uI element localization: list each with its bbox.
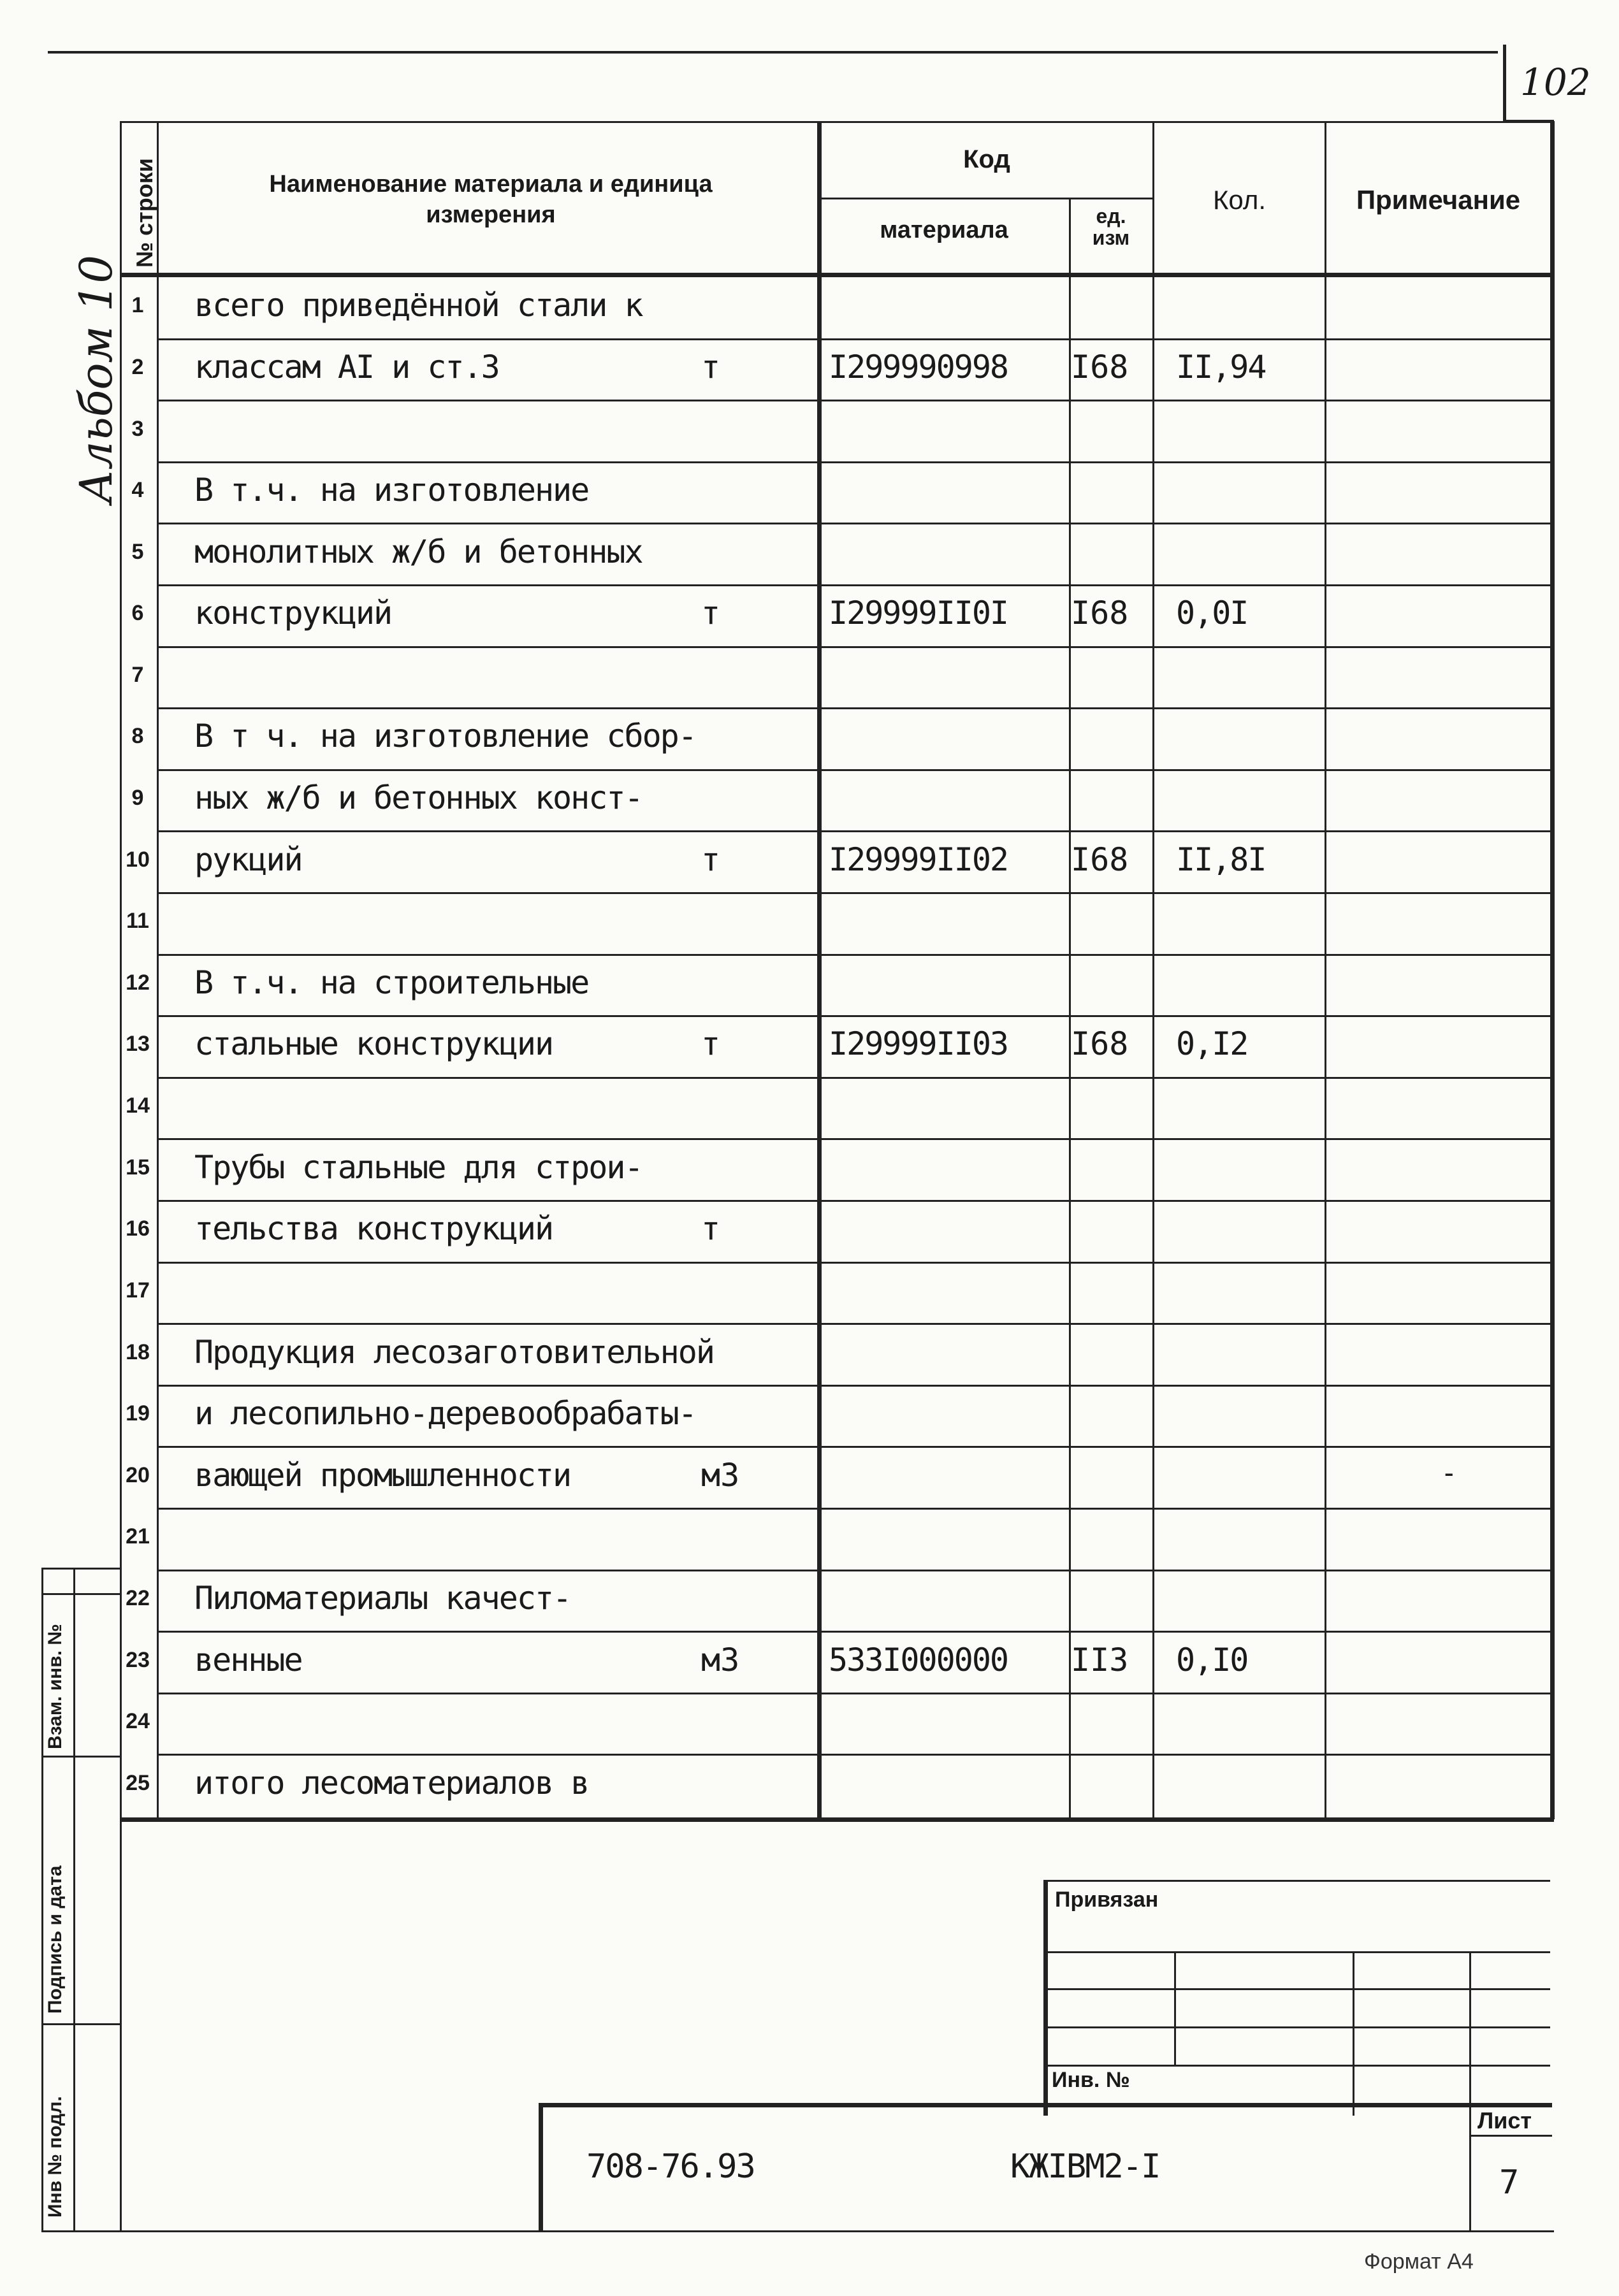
row-material-name: монолитных ж/б и бетонных — [194, 533, 643, 570]
titleblock-line-1 — [1043, 1951, 1550, 1953]
stamp-sign-date: Подпись и дата — [45, 1865, 66, 2014]
row-quantity: II,94 — [1176, 349, 1266, 386]
row-number: 10 — [126, 848, 150, 872]
row-divider — [157, 584, 1550, 586]
row-number: 14 — [126, 1094, 150, 1118]
doc-number: 708-76.93 — [586, 2148, 755, 2186]
row-divider — [157, 830, 1550, 832]
stamp-middle-border — [73, 1568, 75, 2230]
row-material-name: ных ж/б и бетонных конст- — [194, 779, 643, 816]
page-number: 102 — [1520, 61, 1591, 104]
quantity-header: Кол. — [1212, 185, 1267, 215]
row-unit-code: I68 — [1071, 1025, 1129, 1062]
row-number: 6 — [131, 601, 144, 625]
note-header: Примечание — [1356, 185, 1521, 215]
row-material-name: классам АI и ст.3 — [194, 349, 499, 386]
page-left-border — [120, 1817, 122, 2230]
code-left-border — [817, 121, 822, 1819]
row-unit-code: I68 — [1071, 595, 1129, 632]
unit-code-header: ед. изм — [1092, 205, 1130, 249]
doc-block-top — [539, 2103, 1552, 2107]
stamp-line-2 — [41, 2023, 120, 2025]
row-divider — [157, 1200, 1550, 1202]
row-number: 2 — [131, 355, 144, 379]
row-unit-code: I68 — [1071, 349, 1129, 386]
titleblock-line-4 — [1043, 2065, 1550, 2067]
row-divider — [157, 338, 1550, 340]
titleblock-line-2 — [1043, 1988, 1550, 1990]
row-number: 12 — [126, 971, 150, 995]
row-divider — [157, 400, 1550, 401]
right-border — [1550, 121, 1555, 1819]
row-unit: т — [701, 1025, 721, 1062]
row-unit: м3 — [701, 1457, 740, 1494]
row-quantity: 0,I0 — [1176, 1642, 1248, 1679]
row-number: 18 — [126, 1340, 150, 1364]
row-material-code: I29999II0I — [829, 595, 1008, 632]
row-material-name: рукций — [194, 841, 302, 878]
material-name-header: Наименование материала и единица измерения — [269, 171, 713, 228]
row-divider — [157, 707, 1550, 709]
unitcode-left-border — [1069, 198, 1071, 1817]
titleblock-left-border — [1043, 1880, 1048, 2116]
row-material-code: I29999II02 — [829, 841, 1008, 878]
row-material-name: и лесопильно-деревообрабаты- — [194, 1395, 696, 1432]
row-material-name: конструкций — [194, 595, 392, 632]
row-divider — [157, 1508, 1550, 1510]
row-note: - — [1441, 1457, 1458, 1489]
row-divider — [157, 1015, 1550, 1017]
album-label: Альбом 10 — [70, 255, 122, 503]
row-material-name: итого лесоматериалов в — [194, 1765, 589, 1801]
header-bottom-border — [120, 273, 1554, 277]
row-number: 24 — [126, 1709, 150, 1733]
row-unit: т — [701, 841, 721, 878]
titleblock-top-line — [1043, 1880, 1550, 1882]
row-unit: т — [701, 349, 721, 386]
row-divider — [157, 1262, 1550, 1264]
row-number: 16 — [126, 1217, 150, 1241]
note-left-border — [1325, 121, 1326, 1817]
page-number-divider — [1503, 45, 1506, 120]
row-material-name: Продукция лесозаготовительной — [194, 1334, 714, 1371]
row-number: 1 — [131, 293, 144, 317]
row-number: 7 — [131, 663, 144, 687]
row-number: 15 — [126, 1155, 150, 1180]
top-rule — [48, 51, 1498, 54]
row-material-code: 533I000000 — [829, 1642, 1008, 1679]
row-unit: т — [701, 595, 721, 632]
row-number: 9 — [131, 786, 144, 810]
stamp-top-line — [41, 1568, 120, 1570]
row-number: 17 — [126, 1278, 150, 1303]
row-number: 20 — [126, 1463, 150, 1487]
row-material-name: В т ч. на изготовление сбор- — [194, 718, 696, 755]
row-material-name: Трубы стальные для строи- — [194, 1149, 643, 1186]
row-number: 21 — [126, 1524, 150, 1549]
row-material-name: Пиломатериалы качест- — [194, 1580, 571, 1617]
row-number: 8 — [131, 724, 144, 748]
inv-label: Инв. № — [1052, 2068, 1130, 2092]
row-quantity: 0,I2 — [1176, 1025, 1248, 1062]
row-divider — [157, 523, 1550, 524]
row-number: 11 — [126, 909, 149, 933]
titleblock-v2 — [1353, 1951, 1354, 2116]
stamp-left-border — [41, 1568, 43, 2230]
row-divider — [157, 892, 1550, 894]
titleblock-v1 — [1174, 1951, 1176, 2066]
row-material-name: тельства конструкций — [194, 1210, 553, 1247]
sheet-number: 7 — [1499, 2163, 1520, 2202]
row-unit: т — [701, 1210, 721, 1247]
row-number: 3 — [131, 417, 144, 441]
row-material-name: венные — [194, 1642, 302, 1679]
row-divider — [157, 1385, 1550, 1387]
row-divider — [157, 1754, 1550, 1756]
row-number: 22 — [126, 1586, 150, 1610]
bound-label: Привязан — [1055, 1888, 1159, 1912]
sheet-label: Лист — [1477, 2107, 1532, 2134]
row-material-name: стальные конструкции — [194, 1025, 553, 1062]
doc-block-left — [539, 2103, 543, 2230]
row-number: 23 — [126, 1648, 150, 1672]
qty-left-border — [1152, 121, 1154, 1817]
row-divider — [157, 1570, 1550, 1571]
row-number: 25 — [126, 1771, 150, 1795]
rownum-border — [157, 121, 159, 1817]
row-divider — [157, 1077, 1550, 1079]
row-material-name: всего приведённой стали к — [194, 287, 643, 324]
row-divider — [157, 1631, 1550, 1633]
row-divider — [157, 646, 1550, 648]
row-material-code: I29999II03 — [829, 1025, 1008, 1062]
row-number: 19 — [126, 1401, 150, 1426]
table-bottom-border — [120, 1817, 1554, 1822]
doc-code: КЖIВМ2-I — [1010, 2148, 1160, 2186]
stamp-line-1 — [41, 1756, 120, 1758]
row-material-name: вающей промышленности — [194, 1457, 571, 1494]
row-number: 5 — [131, 540, 144, 564]
code-subheader-line — [819, 198, 1154, 199]
row-divider — [157, 769, 1550, 771]
row-material-name: В т.ч. на строительные — [194, 964, 589, 1001]
row-unit-code: II3 — [1071, 1642, 1129, 1679]
row-unit-code: I68 — [1071, 841, 1129, 878]
row-quantity: II,8I — [1176, 841, 1266, 878]
row-divider — [157, 1323, 1550, 1325]
row-divider — [157, 1446, 1550, 1448]
stamp-inv-replace: Взам. инв. № — [45, 1624, 66, 1749]
row-number: 13 — [126, 1032, 150, 1056]
row-divider — [157, 1693, 1550, 1694]
row-unit: м3 — [701, 1642, 740, 1679]
stamp-divider — [41, 1593, 120, 1595]
table-top-border — [120, 121, 1554, 123]
row-divider — [157, 461, 1550, 463]
material-code-header: материала — [880, 217, 1008, 243]
titleblock-v3 — [1469, 1951, 1471, 2230]
row-number-header: № строки — [131, 158, 157, 268]
format-label: Формат А4 — [1364, 2249, 1474, 2274]
row-divider — [157, 954, 1550, 956]
row-material-code: I299990998 — [829, 349, 1008, 386]
row-divider — [157, 1138, 1550, 1140]
stamp-inv-original: Инв № подл. — [45, 2096, 66, 2218]
row-material-name: В т.ч. на изготовление — [194, 472, 589, 509]
sheet-label-line — [1469, 2135, 1552, 2137]
page-bottom-border — [41, 2230, 1554, 2232]
row-number: 4 — [131, 478, 144, 502]
row-quantity: 0,0I — [1176, 595, 1248, 632]
titleblock-line-3 — [1043, 2026, 1550, 2028]
code-header: Код — [963, 145, 1010, 173]
